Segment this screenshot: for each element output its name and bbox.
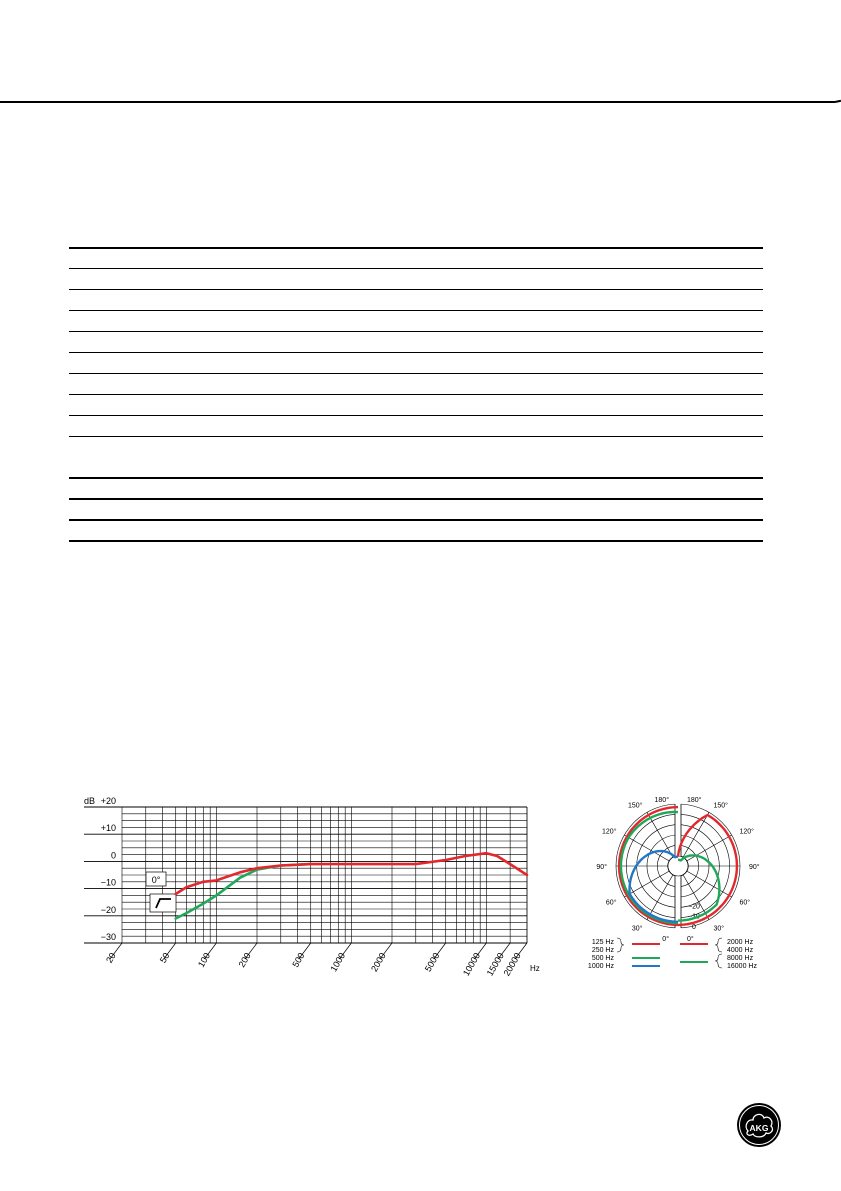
y-tick-label: +20	[100, 796, 116, 806]
x-tick-label: 1000	[328, 951, 348, 974]
polar-angle-label: 30°	[631, 925, 643, 933]
angle-label: 0°	[151, 875, 161, 885]
x-tick-label: 100	[195, 951, 213, 970]
polar-angle-label: 120°	[602, 828, 617, 836]
polar-db-label: 0	[692, 924, 696, 931]
x-tick-label: 20	[104, 951, 118, 965]
polar-angle-label: 180°	[687, 797, 702, 804]
polar-angle-label: 150°	[713, 802, 728, 810]
legend-label-right: 4000 Hz	[727, 947, 754, 954]
y-tick-label: −10	[100, 877, 116, 888]
polar-db-label: −20	[688, 903, 700, 911]
akg-logo	[735, 1101, 783, 1149]
y-axis-unit: dB	[84, 796, 96, 806]
x-tick-label: 200	[236, 951, 253, 970]
legend-label-left: 1000 Hz	[587, 963, 614, 970]
polar-angle-label: 90°	[596, 864, 607, 871]
x-axis-unit: Hz	[530, 964, 540, 973]
x-tick-label: 5000	[422, 951, 442, 974]
polar-angle-label: 30°	[713, 925, 725, 933]
polar-angle-label: 60°	[605, 899, 617, 907]
polar-angle-label: 60°	[739, 899, 751, 907]
x-tick-label: 2000	[369, 951, 388, 974]
y-tick-label: −30	[100, 932, 116, 942]
polar-angle-label: 120°	[739, 828, 754, 836]
polar-angle-label: 150°	[628, 802, 643, 810]
legend-label-right: 2000 Hz	[727, 939, 754, 946]
polar-db-label: −10	[688, 913, 700, 921]
y-tick-label: −20	[100, 904, 116, 915]
legend-brace-right	[715, 938, 722, 952]
y-tick-label: 0	[110, 850, 116, 861]
polar-angle-label: 180°	[654, 797, 669, 804]
legend-label-left: 250 Hz	[591, 947, 614, 954]
polar-angle-label: 0°	[662, 936, 669, 943]
x-tick-label: 10000	[460, 951, 483, 978]
legend-brace-left	[617, 938, 624, 952]
x-tick-label: 15000	[484, 951, 506, 978]
polar-angle-label: 90°	[749, 864, 760, 871]
legend-label-left: 125 Hz	[591, 939, 614, 946]
x-tick-label: 500	[290, 951, 307, 970]
legend-label-right: 16000 Hz	[727, 963, 757, 970]
legend-label-left: 500 Hz	[591, 955, 614, 962]
x-tick-label: 20000	[501, 951, 523, 978]
logo-text: AKG	[749, 1123, 769, 1133]
x-tick-label: 50	[157, 951, 172, 965]
y-tick-label: +10	[100, 823, 116, 834]
legend-brace-right	[715, 954, 722, 968]
legend-label-right: 8000 Hz	[727, 955, 754, 962]
polar-angle-label: 0°	[687, 936, 694, 943]
